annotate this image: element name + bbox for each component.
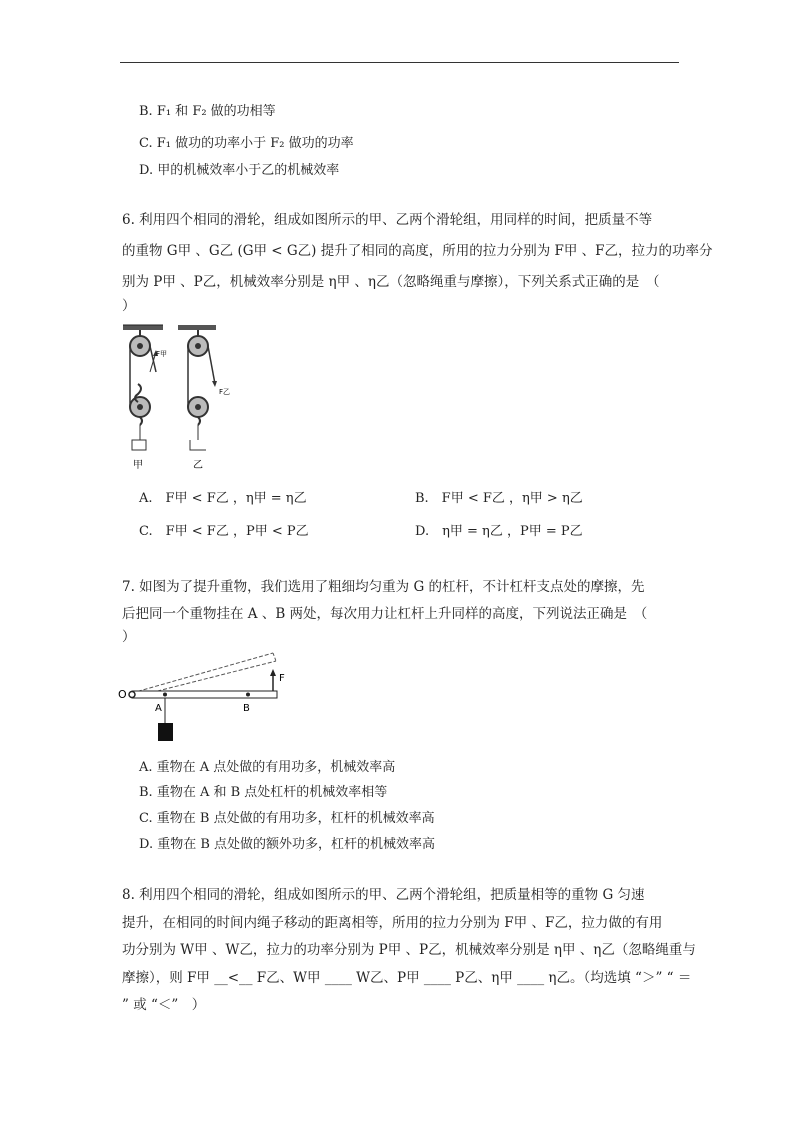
- figure-label-right: 乙: [193, 460, 203, 471]
- q7-option-b: B. 重物在 A 和 B 点处杠杆的机械效率相等: [139, 785, 388, 800]
- q8-stem-line5: ” 或 “＜” ）: [122, 997, 206, 1013]
- q6-stem-line1: 6. 利用四个相同的滑轮，组成如图所示的甲、乙两个滑轮组，用同样的时间，把质量不等: [122, 212, 653, 228]
- force-label-right: F乙: [219, 388, 231, 396]
- q7-option-d: D. 重物在 B 点处做的额外功多，杠杆的机械效率高: [139, 837, 436, 852]
- point-b-label: B: [243, 703, 250, 714]
- q6-stem-line4: ）: [122, 298, 136, 314]
- q7-stem-line3: ）: [122, 629, 136, 645]
- q7-stem-line1: 7. 如图为了提升重物，我们选用了粗细均匀重为 G 的杠杆，不计杠杆支点处的摩擦，先: [122, 579, 645, 595]
- q6-option-c: C. F甲 < F乙 ，P甲 < P乙: [139, 524, 309, 539]
- q5-option-b: B. F₁ 和 F₂ 做的功相等: [139, 104, 276, 119]
- q6-option-a: A. F甲 < F乙 ，η甲 = η乙: [139, 491, 307, 506]
- figure-label-left: 甲: [133, 460, 143, 471]
- q6-stem-line2: 的重物 G甲 、G乙 (G甲 < G乙) 提升了相同的高度，所用的拉力分别为 F甲 、F乙，拉力的功率分: [122, 243, 713, 259]
- lever-figure-q7: [118, 645, 293, 745]
- pulley-figure-q6: [118, 322, 238, 472]
- point-a-label: A: [155, 703, 162, 714]
- q5-option-c: C. F₁ 做功的功率小于 F₂ 做功的功率: [139, 136, 354, 151]
- q8-stem-line3: 功分别为 W甲 、W乙，拉力的功率分别为 P甲 、P乙，机械效率分别是 η甲 、η乙（忽略绳重与: [122, 942, 696, 958]
- q6-stem-line3: 别为 P甲 、P乙，机械效率分别是 η甲 、η乙（忽略绳重与摩擦），下列关系式正确的是 （: [122, 274, 660, 290]
- q7-option-c: C. 重物在 B 点处做的有用功多，杠杆的机械效率高: [139, 811, 435, 826]
- q5-option-d: D. 甲的机械效率小于乙的机械效率: [139, 163, 340, 178]
- header-rule: [120, 62, 679, 63]
- force-f-label: F: [279, 673, 285, 684]
- q6-option-d: D. η甲 = η乙 ，P甲 = P乙: [415, 524, 583, 539]
- q8-stem-line1: 8. 利用四个相同的滑轮，组成如图所示的甲、乙两个滑轮组，把质量相等的重物 G 匀速: [122, 887, 645, 903]
- q8-stem-line4: 摩擦），则 F甲 __<__ F乙、W甲 ____ W乙、P甲 ____ P乙、η甲 ____ η乙。（均选填 “＞” “ ＝: [122, 970, 692, 986]
- q7-stem-line2: 后把同一个重物挂在 A 、B 两处，每次用力让杠杆上升同样的高度，下列说法正确是 （: [122, 606, 648, 622]
- pivot-label: O: [118, 688, 127, 701]
- force-label-left: F甲: [156, 350, 168, 358]
- q6-option-b: B. F甲 < F乙 ，η甲 > η乙: [415, 491, 583, 506]
- q7-option-a: A. 重物在 A 点处做的有用功多，机械效率高: [139, 760, 396, 775]
- q8-stem-line2: 提升，在相同的时间内绳子移动的距离相等，所用的拉力分别为 F甲 、F乙，拉力做的有用: [122, 915, 663, 931]
